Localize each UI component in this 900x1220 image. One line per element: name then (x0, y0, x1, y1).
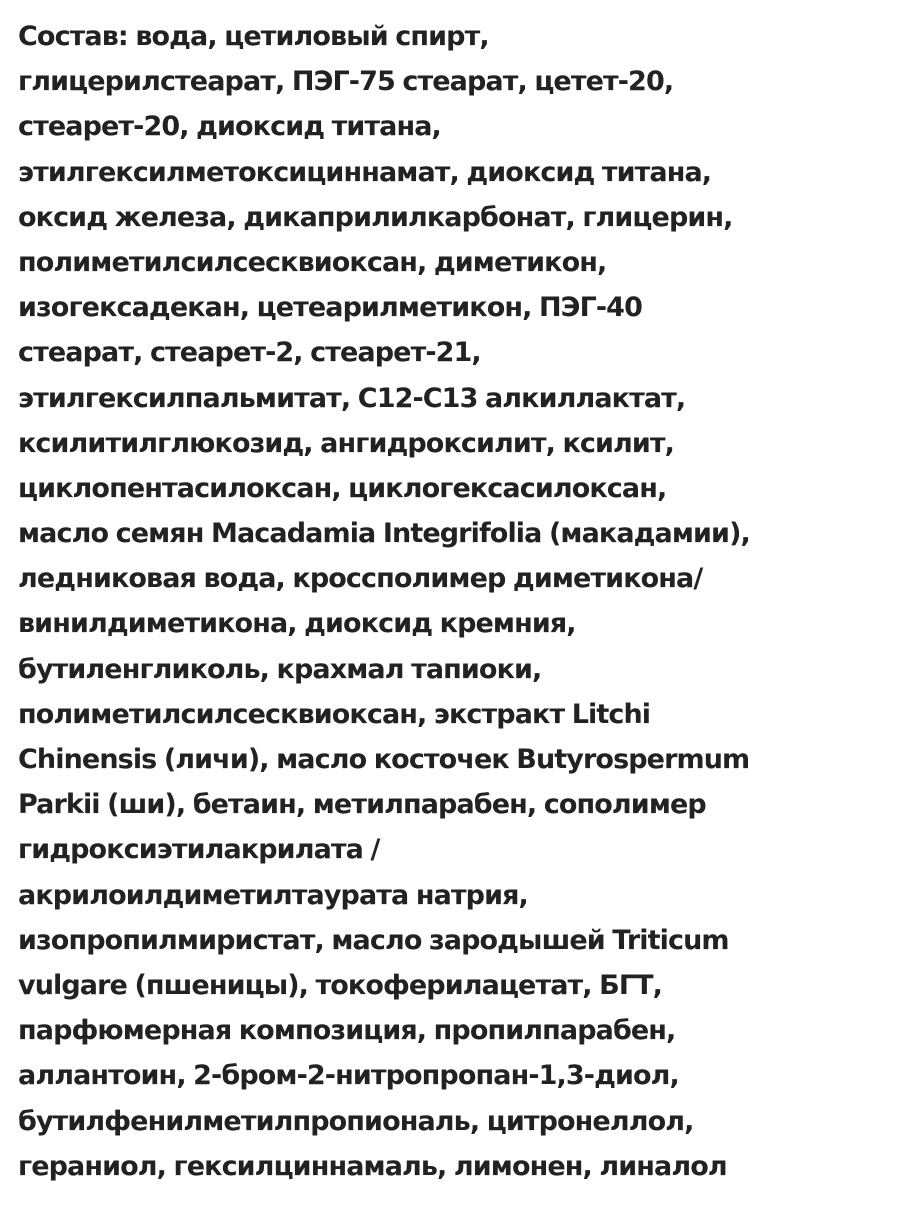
ingredients-line: гидроксиэтилакрилата / (18, 834, 380, 866)
ingredients-line: акрилоилдиметилтаурата натрия, (18, 879, 528, 911)
ingredients-line: бутилфенилметилпропиональ, цитронеллол, (18, 1105, 694, 1137)
ingredients-line: этилгексилметоксициннамат, диоксид титана, (18, 156, 712, 188)
ingredients-line: этилгексилпальмитат, С12-С13 алкиллактат, (18, 382, 686, 414)
ingredients-line: циклопентасилоксан, циклогексасилоксан, (18, 472, 667, 504)
ingredients-line: ксилитилглюкозид, ангидроксилит, ксилит, (18, 427, 675, 459)
ingredients-line: бутиленгликоль, крахмал тапиоки, (18, 653, 542, 685)
ingredients-line: изогексадекан, цетеарилметикон, ПЭГ-40 (18, 292, 642, 324)
ingredients-line: vulgare (пшеницы), токоферилацетат, БГТ, (18, 969, 663, 1001)
ingredients-line: полиметилсилсесквиоксан, диметикон, (18, 246, 607, 278)
ingredients-text (18, 14, 888, 1189)
ingredients-line: парфюмерная композиция, пропилпарабен, (18, 1015, 676, 1047)
ingredients-line: Parkii (ши), бетаин, метилпарабен, сополимер (18, 789, 706, 821)
ingredients-line: Состав: вода, цетиловый спирт, (18, 21, 489, 52)
ingredients-line: глицерилстеарат, ПЭГ-75 стеарат, цетет-20, (18, 66, 674, 98)
ingredients-line: ледниковая вода, кроссполимер диметикона/ (18, 563, 703, 595)
ingredients-line: оксид железа, дикаприлилкарбонат, глицерин, (18, 201, 733, 233)
ingredients-line: изопропилмиристат, масло зародышей Triticum (18, 924, 729, 956)
ingredients-line: Chinensis (личи), масло косточек Butyrospermum (18, 744, 750, 775)
ingredients-line: масло семян Macadamia Integrifolia (макадамии), (18, 518, 750, 550)
ingredients-line: стеарет-20, диоксид титана, (18, 111, 441, 143)
ingredients-line: полиметилсилсесквиоксан, экстракт Litchi (18, 698, 651, 730)
ingredients-line: винилдиметикона, диоксид кремния, (18, 608, 576, 640)
ingredients-line: гераниол, гексилциннамаль, лимонен, линалол (18, 1150, 727, 1182)
ingredients-line: аллантоин, 2-бром-2-нитропропан-1,3-диол, (18, 1060, 679, 1092)
ingredients-line: стеарат, стеарет-2, стеарет-21, (18, 337, 481, 369)
